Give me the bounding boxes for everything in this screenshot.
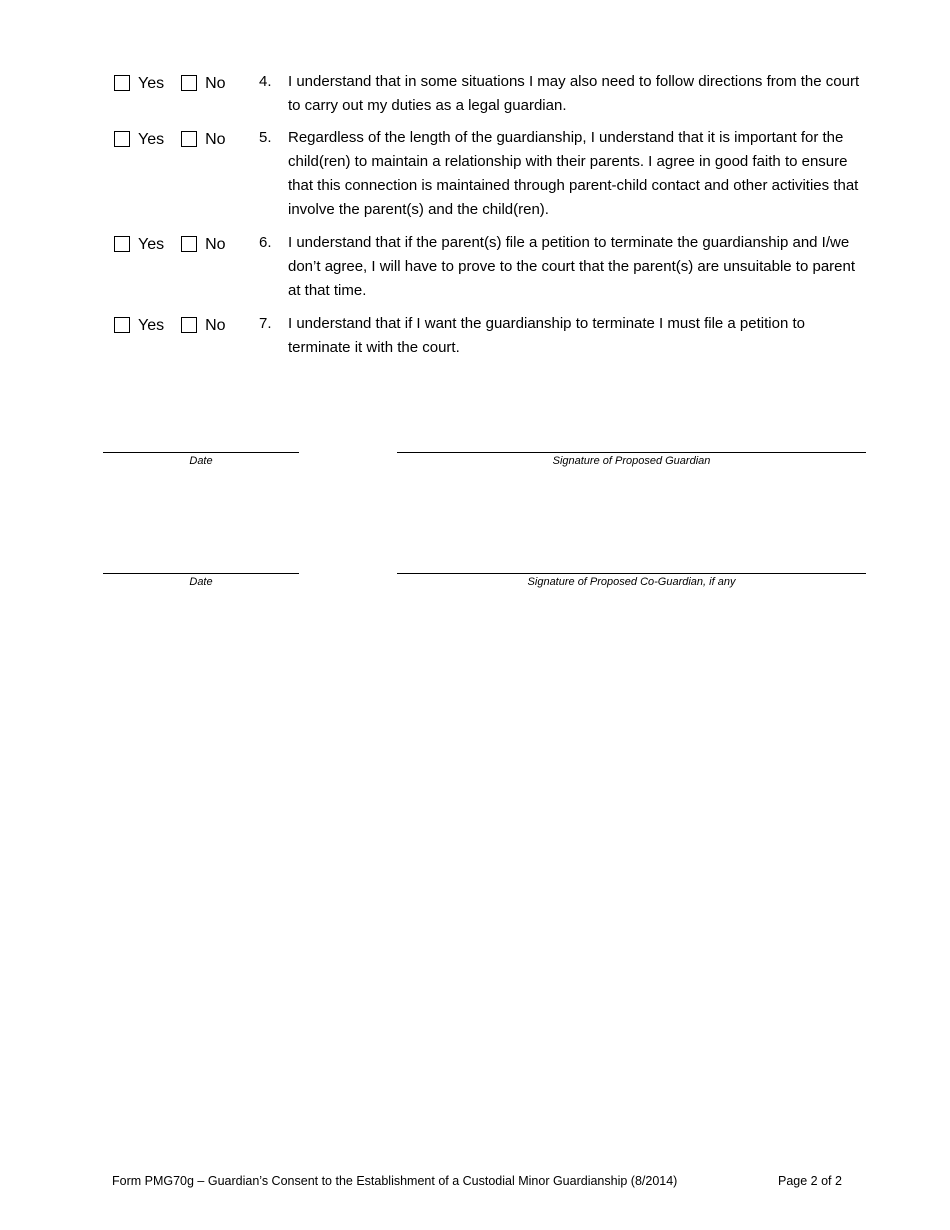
co-guardian-signature-line[interactable]: [397, 573, 866, 574]
item-text: I understand that in some situations I may also need to follow directions from the court to carry out my duties as a legal guardian.: [288, 73, 860, 114]
item-text: I understand that if the parent(s) file a petition to terminate the guardianship and I/we don’t agree, I will have to prove to the court that the parent(s) are unsuitable to parent at that time.: [288, 234, 856, 299]
yes-no-group: [114, 235, 226, 255]
no-checkbox[interactable]: [181, 317, 197, 333]
item-text: I understand that if I want the guardianship to terminate I must file a petition to terminate it with the court.: [288, 315, 805, 356]
yes-checkbox[interactable]: [114, 75, 130, 91]
yes-no-group: [114, 130, 226, 150]
item-text: Regardless of the length of the guardianship, I understand that it is important for the child(ren) to maintain a relationship with their parents. I agree in good faith to ensure that this connection is maintained through parent-child contact and other activities that involve the parent(s) and the child(ren).: [288, 129, 859, 218]
guardian-signature-label: Signature of Proposed Guardian: [552, 455, 711, 467]
yes-label: Yes: [138, 236, 165, 253]
footer-page-number: Page 2 of 2: [778, 1174, 842, 1188]
date-line-2[interactable]: [103, 573, 299, 574]
no-label: No: [205, 236, 226, 253]
no-checkbox[interactable]: [181, 131, 197, 147]
yes-checkbox[interactable]: [114, 317, 130, 333]
item-number: 5.: [259, 129, 272, 146]
date-line-1[interactable]: [103, 452, 299, 453]
footer-form-title: Form PMG70g – Guardian’s Consent to the Establishment of a Custodial Minor Guardianship (8/2014): [112, 1174, 678, 1188]
yes-label: Yes: [138, 131, 165, 148]
yes-no-group: [114, 74, 226, 94]
yes-label: Yes: [138, 317, 165, 334]
date-label-2: Date: [189, 576, 213, 588]
yes-checkbox[interactable]: [114, 131, 130, 147]
no-checkbox[interactable]: [181, 236, 197, 252]
yes-no-group: [114, 316, 226, 336]
item-number: 7.: [259, 315, 272, 332]
co-guardian-signature-label: Signature of Proposed Co-Guardian, if any: [527, 576, 736, 588]
date-label-1: Date: [189, 455, 213, 467]
yes-label: Yes: [138, 75, 165, 92]
no-checkbox[interactable]: [181, 75, 197, 91]
item-number: 6.: [259, 234, 272, 251]
item-number: 4.: [259, 73, 272, 90]
no-label: No: [205, 317, 226, 334]
guardian-signature-line[interactable]: [397, 452, 866, 453]
no-label: No: [205, 131, 226, 148]
no-label: No: [205, 75, 226, 92]
yes-checkbox[interactable]: [114, 236, 130, 252]
